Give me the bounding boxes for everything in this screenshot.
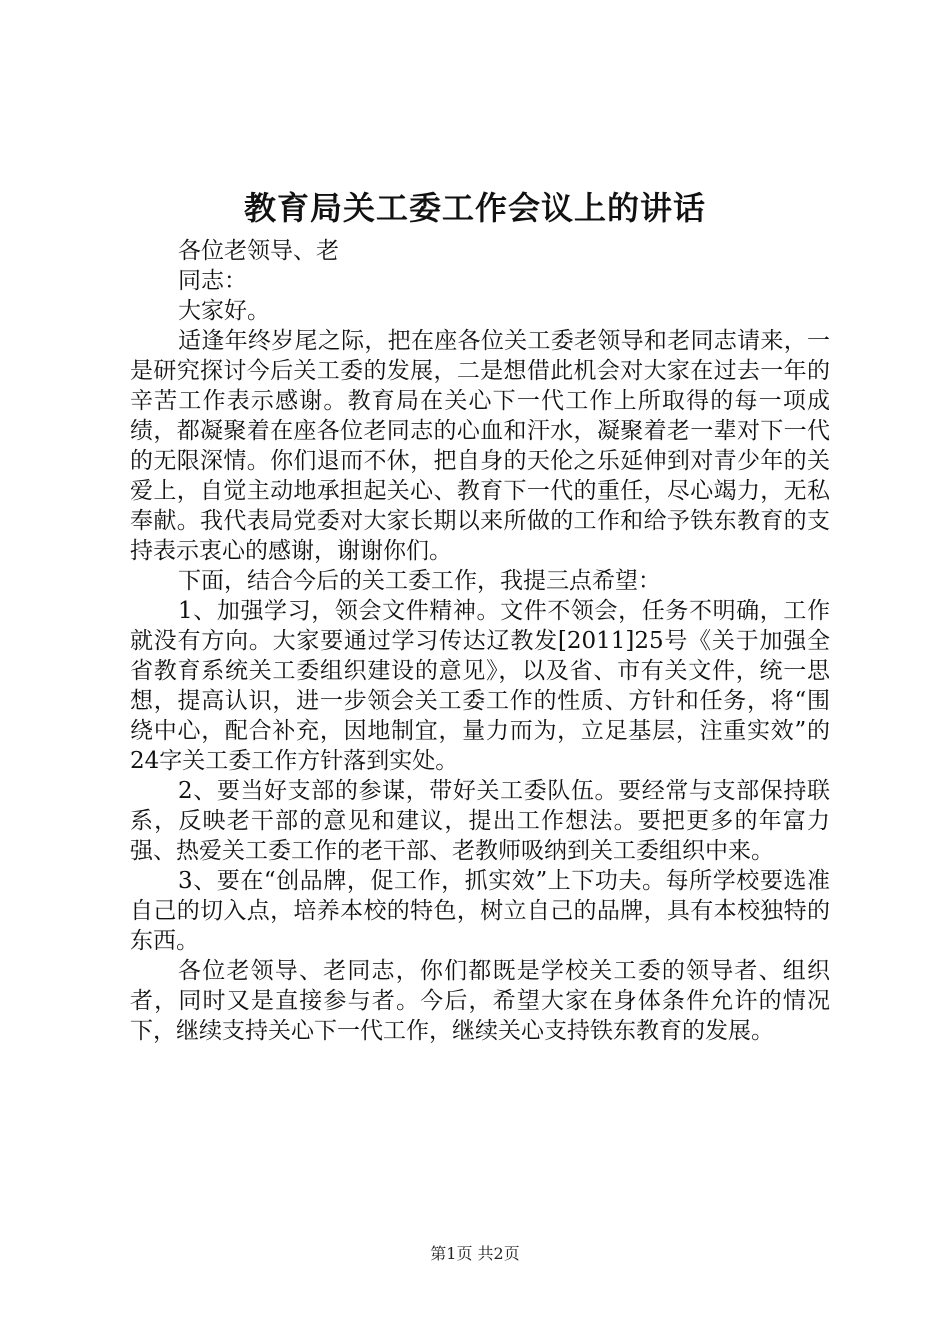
paragraph-point-3: 3、要在“创品牌，促工作，抓实效”上下功夫。每所学校要选准自己的切入点，培养本校的特色，树立自己的品牌，具有本校独特的东西。 <box>130 868 830 954</box>
paragraph-transition: 下面，结合今后的关工委工作，我提三点希望： <box>178 568 661 594</box>
paragraph-intro: 适逢年终岁尾之际，把在座各位关工委老领导和老同志请来，一是研究探讨今后关工委的发展，二是想借此机会对大家在过去一年的辛苦工作表示感谢。教育局在关心下一代工作上所取得的每一项成绩，都凝聚着在座各位老同志的心血和汗水，凝聚着老一辈对下一代的无限深情。你们退而不休，把自身的天伦之乐延伸到对青少年的关爱上，自觉主动地承担起关心、教育下一代的重任，尽心竭力，无私奉献。我代表局党委对大家长期以来所做的工作和给予铁东教育的支持表示衷心的感谢，谢谢你们。 <box>130 328 830 564</box>
document-title: 教育局关工委工作会议上的讲话 <box>243 189 706 227</box>
document-body <box>130 236 830 1046</box>
salutation-line-1: 各位老领导、老 <box>178 238 339 264</box>
page-number-footer: 第1页 共2页 <box>430 1244 520 1263</box>
greeting: 大家好。 <box>178 298 270 324</box>
salutation-line-2: 同志： <box>178 268 247 294</box>
paragraph-point-1: 1、加强学习，领会文件精神。文件不领会，任务不明确，工作就没有方向。大家要通过学习传达辽教发[2011]25号《关于加强全省教育系统关工委组织建设的意见》，以及省、市有关文件，统一思想，提高认识，进一步领会关工委工作的性质、方针和任务，将“围绕中心，配合补充，因地制宜，量力而为，立足基层，注重实效”的24字关工委工作方针落到实处。 <box>130 598 830 774</box>
paragraph-point-2: 2、要当好支部的参谋，带好关工委队伍。要经常与支部保持联系，反映老干部的意见和建议，提出工作想法。要把更多的年富力强、热爱关工委工作的老干部、老教师吸纳到关工委组织中来。 <box>130 778 830 864</box>
paragraph-closing: 各位老领导、老同志，你们都既是学校关工委的领导者、组织者，同时又是直接参与者。今后，希望大家在身体条件允许的情况下，继续支持关心下一代工作，继续关心支持铁东教育的发展。 <box>130 958 830 1044</box>
